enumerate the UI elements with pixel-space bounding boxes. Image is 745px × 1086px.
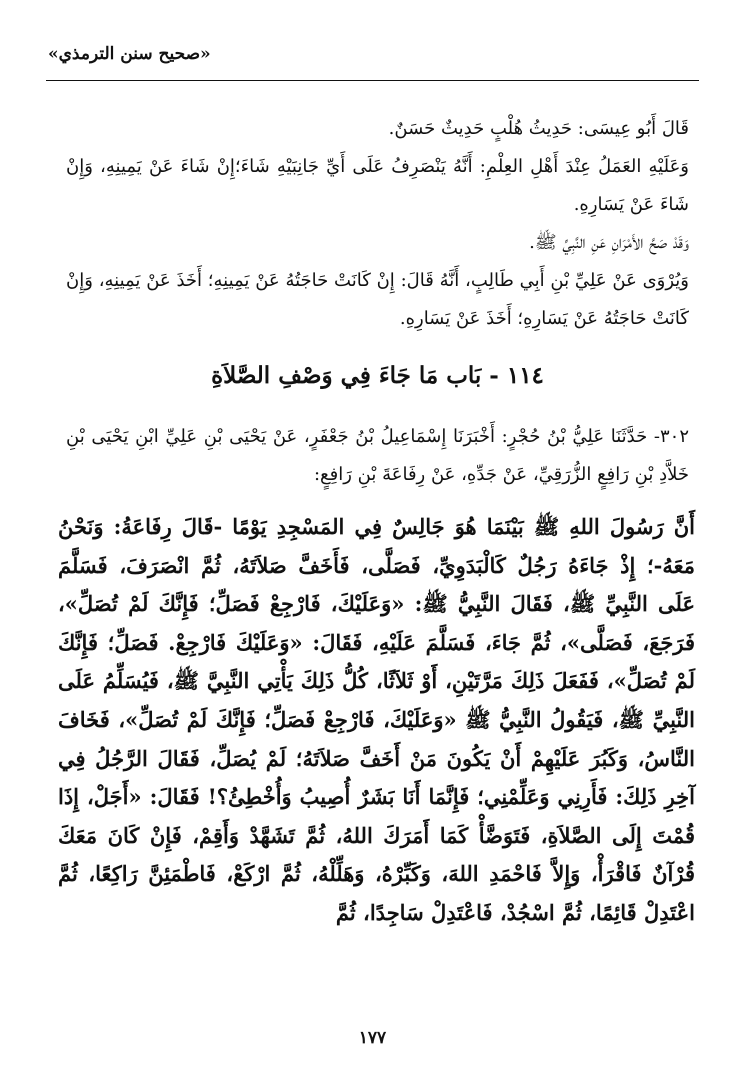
commentary-block [66, 110, 689, 338]
isnad-block [66, 418, 689, 494]
chapter-heading: ١١٤ - بَاب مَا جَاءَ فِي وَصْفِ الصَّلاَةِ [211, 362, 544, 389]
header-rule [46, 80, 699, 81]
commentary-paragraph: وَيُرْوَى عَنْ عَلِيِّ بْنِ أَبِي طَالِبٍ، أَنَّهُ قَالَ: إِنْ كَانَتْ حَاجَتُهُ عَنْ يَمِينِهِ؛ أَخَذَ عَنْ يَمِينِهِ، وَإِنْ كَانَتْ حَاجَتُهُ عَنْ يَسَارِهِ؛ أَخَذَ عَنْ يَسَارِهِ. [66, 270, 689, 329]
isnad-paragraph: ٣٠٢- حَدَّثَنَا عَلِيُّ بْنُ حُجْرٍ: أَخْبَرَنَا إِسْمَاعِيلُ بْنُ جَعْفَرٍ، عَنْ يَحْيَى بْنِ عَلِيِّ ابْنِ يَحْيَى بْنِ خَلاَّدِ بْنِ رَافِعٍ الزُّرَقِيِّ، عَنْ جَدِّهِ، عَنْ رِفَاعَةَ بْنِ رَافِعٍ: [66, 426, 689, 485]
commentary-paragraph: وَعَلَيْهِ العَمَلُ عِنْدَ أَهْلِ العِلْمِ: أَنَّهُ يَنْصَرِفُ عَلَى أَيِّ جَانِبَيْهِ شَاءَ؛إِنْ شَاءَ عَنْ يَمِينِهِ، وَإِنْ شَاءَ عَنْ يَسَارِهِ. [66, 156, 689, 215]
hadith-text: أَنَّ رَسُولَ اللهِ ﷺ بَيْنَمَا هُوَ جَالِسٌ فِي المَسْجِدِ يَوْمًا -قَالَ رِفَاعَةُ: وَنَحْنُ مَعَهُ-؛ إِذْ جَاءَهُ رَجُلٌ كَالْبَدَوِيِّ، فَصَلَّى، فَأَخَفَّ صَلاَتَهُ، ثُمَّ انْصَرَفَ، فَسَلَّمَ عَلَى النَّبِيِّ ﷺ، فَقَالَ النَّبِيُّ ﷺ: «وَعَلَيْكَ، فَارْجِعْ فَصَلِّ؛ فَإِنَّكَ لَمْ تُصَلِّ»، فَرَجَعَ، فَصَلَّى»، ثُمَّ جَاءَ، فَسَلَّمَ عَلَيْهِ، فَقَالَ: «وَعَلَيْكَ فَارْجِعْ. فَصَلِّ؛ فَإِنَّكَ لَمْ تُصَلِّ»، فَفَعَلَ ذَلِكَ مَرَّتَيْنِ، أَوْ ثَلاَثًا، كُلُّ ذَلِكَ يَأْتِي النَّبِيَّ ﷺ، فَيُسَلِّمُ عَلَى النَّبِيِّ ﷺ، فَيَقُولُ النَّبِيُّ ﷺ «وَعَلَيْكَ، فَارْجِعْ فَصَلِّ؛ فَإِنَّكَ لَمْ تُصَلِّ»، فَخَافَ النَّاسُ، وَكَبُرَ عَلَيْهِمْ أَنْ يَكُونَ مَنْ أَخَفَّ صَلاَتَهُ؛ لَمْ يُصَلِّ، فَقَالَ الرَّجُلُ فِي آخِرِ ذَلِكَ: فَأَرِنِي وَعَلِّمْنِي؛ فَإِنَّمَا أَنَا بَشَرٌ أُصِيبُ وَأُخْطِئُ؟! فَقَالَ: «أَجَلْ، إِذَا قُمْتَ إِلَى الصَّلاَةِ، فَتَوَضَّأْ كَمَا أَمَرَكَ اللهُ، ثُمَّ تَشَهَّدْ وَأَقِمْ، فَإِنْ كَانَ مَعَكَ قُرْآنٌ فَاقْرَأْ، وَإِلاَّ فَاحْمَدِ اللهَ، وَكَبِّرْهُ، وَهَلِّلْهُ، ثُمَّ ارْكَعْ، فَاطْمَئِنَّ رَاكِعًا، ثُمَّ اعْتَدِلْ قَائِمًا، ثُمَّ اسْجُدْ، فَاعْتَدِلْ سَاجِدًا، ثُمَّ [58, 514, 695, 925]
page-number: ١٧٧ [358, 1028, 387, 1048]
commentary-paragraph: قَالَ أَبُو عِيسَى: حَدِيثُ هُلْبٍ حَدِيثٌ حَسَنٌ. [388, 118, 689, 139]
running-header-title: «صحيح سنن الترمذي» [48, 44, 211, 64]
commentary-paragraph: وَقَدْ صَحَّ الأَمْرَانِ عَنِ النَّبِيِّ ﷺ. [529, 232, 689, 253]
